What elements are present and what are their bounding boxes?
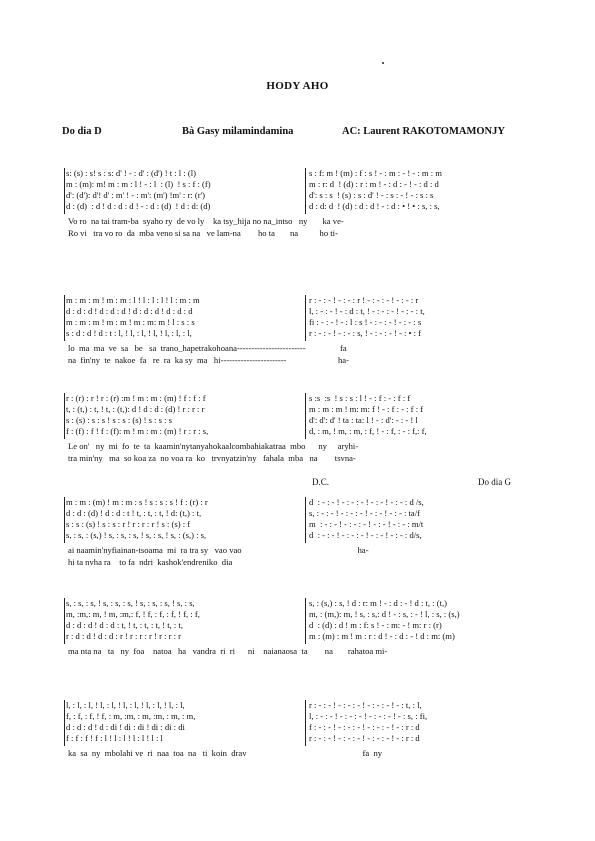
solfa-voice-line: s : f: m ! (m) : f : s ! - : m : - ! - : m : m xyxy=(309,168,442,178)
lyric-line: ma nta na ta ny foa natoa ha vandra ri ri ni naianaosa ta na rahatoa mi- xyxy=(68,646,388,656)
lyric-line: Vo ro na tai tram-ba syaho ry de vo ly ka tsy_hija no na_intso ny ka ve- xyxy=(68,216,344,226)
solfa-voice-line: r : - : - ! - : - : r ! - : - : - ! - : - : r xyxy=(309,295,419,305)
solfa-voice-line: r : - : - ! - : - : s, ! - : - : - ! - : • : f xyxy=(309,328,422,338)
solfa-voice-line: r : - : - ! - : - : - ! - : - : - ! - : t, : l, xyxy=(309,700,422,710)
system-barline xyxy=(305,497,306,543)
solfa-voice-line: d : (d) : d ! d : d : d ! - : d : (d) ! d : d: (d) xyxy=(66,201,211,211)
solfa-voice-line: m : - : - ! - : - : - ! - : - ! - : - : m/t xyxy=(309,519,424,529)
key-signature: Do dia D xyxy=(62,126,102,137)
right-voice-column xyxy=(309,295,534,339)
solfa-voice-line: d': (d'): d'! d' : m' ! - : m': (m') !m' : r: (r') xyxy=(66,190,205,200)
right-voice-column xyxy=(309,700,534,744)
solfa-voice-line: m : (m) : m ! m : r : d ! - : d : - ! d : m: (m) xyxy=(309,631,455,641)
solfa-voice-line: s, : s, : s, ! s, : s, : s, ! s, : s, : s, ! s, : s, xyxy=(66,598,195,608)
solfa-voice-line: s: (s) : s! s : s: d' ! - : d' : (d') ! t : l : (l) xyxy=(66,168,196,178)
left-voice-column xyxy=(66,393,302,437)
solfa-voice-line: s : s : (s) ! s : s : r ! r : r : r ! s : (s) : f xyxy=(66,519,191,529)
da-capo-mark: D.C. xyxy=(312,477,330,487)
solfa-voice-line: s : (s) : s : s ! s : s : (s) ! s : s : s xyxy=(66,415,172,425)
solfa-voice-line: d': s : s ! (s) : s : d' ! - : s : - ! - : s : s xyxy=(309,190,434,200)
solfa-voice-line: l, : - : - ! - : d : t, ! - : - : - ! - : - : t, xyxy=(309,306,425,316)
lyricist-credit: Bà Gasy milamindamina xyxy=(182,126,294,137)
solfa-voice-line: r : d : d ! d : d : r ! r : r : r ! r : r : r xyxy=(66,631,182,641)
system-barline xyxy=(305,393,306,439)
system-barline xyxy=(64,168,65,214)
solfa-voice-line: s : d : d ! d : t : l, ! l, : l, ! l, ! l, : l, : l, xyxy=(66,328,192,338)
system-barline xyxy=(64,700,65,746)
music-system xyxy=(64,168,534,248)
lyric-line: ka sa ny mbolahi ve ri naa toa na ti koin drav fa ny xyxy=(68,748,383,758)
solfa-voice-line: f : f : f ! f : l ! l : l ! l : l ! l : l xyxy=(66,733,163,743)
solfa-voice-line: m : (m): m! m : m : l ! - : l : (l) ! s : f : (f) xyxy=(66,179,211,189)
solfa-voice-line: s, : s, : (s,) ! s, : s, : s, ! s, : s, ! s, : (s,) : s, xyxy=(66,530,207,540)
solfa-voice-line: r : - : - ! - : - : - ! - : - : - ! - : r : d xyxy=(309,733,420,743)
solfa-voice-line: l, : - : - ! - : - : - ! - : - : - ! - : s, : fi, xyxy=(309,711,428,721)
system-barline xyxy=(64,497,65,543)
lyric-line: tra min'ny ma so koa za no voa ra ko trvnyatzin'ny fahala mba na tsvna- xyxy=(68,453,356,463)
solfa-voice-line: s, : - : - ! - : - : - ! - : - ! - : - : ta/f xyxy=(309,508,420,518)
solfa-voice-line: l, : l, : l, ! l, : l, ! l, : l, ! l, : l, ! l, : l, xyxy=(66,700,185,710)
solfa-voice-line: d : d : d ! d : d : t, ! t, : t, : t, ! t, : t, xyxy=(66,620,183,630)
composer-credit: AC: Laurent RAKOTOMAMONJY xyxy=(342,126,505,137)
solfa-voice-line: fi : - : - ! - : l : s ! - : - : - ! - : - : s xyxy=(309,317,422,327)
solfa-voice-line: d, : m, ! m, : m, : f, ! - : f, : - : f,: f, xyxy=(309,426,427,436)
system-barline xyxy=(305,295,306,341)
system-barline xyxy=(64,393,65,439)
solfa-voice-line: m, :m,: m, ! m, :m,: f, ! f, : f, : f, ! f, : f, xyxy=(66,609,200,619)
solfa-voice-line: s, : (s,) : s, ! d : r: m ! - : d : - ! d : t, : (t,) xyxy=(309,598,447,608)
lyric-line: lo ma ma ve sa be sa trano_hapetrakohoana------------------------ fa xyxy=(68,343,347,353)
right-voice-column xyxy=(309,393,534,437)
solfa-voice-line: d': d': d' ! ta : ta: l ! - : d': - : - ! l xyxy=(309,415,418,425)
lyric-line: hi ta nvha ra to fa ndri kashok'endreniko dia xyxy=(68,557,233,567)
music-system xyxy=(64,700,534,780)
music-system xyxy=(64,598,534,678)
lyric-line: ai naamin'nyfiainan-tsoama mi ra tra sy vao vao ha- xyxy=(68,545,369,555)
solfa-voice-line: m : m : m ! m: m: f ! - : f : - : f : f xyxy=(309,404,424,414)
left-voice-column xyxy=(66,700,302,744)
right-voice-column xyxy=(309,598,534,642)
system-barline xyxy=(305,700,306,746)
solfa-voice-line: d : (d) : d ! m : f: s ! - : m: - ! m: r : (r) xyxy=(309,620,442,630)
solfa-voice-line: d : d : d ! d : di ! di : di ! di : di : di xyxy=(66,722,185,732)
right-voice-column xyxy=(309,168,534,212)
music-system xyxy=(64,295,534,375)
system-barline xyxy=(64,598,65,644)
solfa-voice-line: m : m : m ! m : m : l ! l : l : l ! l : m : m xyxy=(66,295,200,305)
music-system xyxy=(64,497,534,577)
song-title: HODY AHO xyxy=(266,80,329,92)
solfa-voice-line: f : (f) : f ! f : (f): m ! m : m : (m) ! r : r : s, xyxy=(66,426,209,436)
solfa-voice-line: d : d: d ! (d) : d : d ! - : d : • ! • : s, : s, xyxy=(309,201,440,211)
left-voice-column xyxy=(66,497,302,541)
left-voice-column xyxy=(66,168,302,212)
left-voice-column xyxy=(66,295,302,339)
solfa-voice-line: m, : (m,): m, ! s, : s,: d ! - : s, : - ! l, : s, : (s,) xyxy=(309,609,460,619)
solfa-voice-line: d : - : - ! - : - : - ! - : - ! - : - : d/s, xyxy=(309,530,422,540)
solfa-voice-line: d : - : - ! - : - : - ! - : - ! - : - : d /s, xyxy=(309,497,424,507)
lyric-line: na fin'ny te nakoe fa re ra ka sy ma hi----------------------- ha- xyxy=(68,355,349,365)
solfa-voice-line: t, : (t,) : t, ! t, : (t,): d ! d : d : (d) ! r : r : r xyxy=(66,404,205,414)
system-barline xyxy=(305,598,306,644)
solfa-voice-line: s :s :s ! s : s : l ! - : f : - : f : f xyxy=(309,393,411,403)
solfa-voice-line: m : m : m ! m : m ! m : m: m ! l : s : s xyxy=(66,317,195,327)
music-system xyxy=(64,393,534,487)
stray-mark xyxy=(382,62,384,64)
system-barline xyxy=(305,168,306,214)
solfa-voice-line: r : (r) : r ! r : (r) :m ! m : m : (m) ! f : f : f xyxy=(66,393,206,403)
system-barline xyxy=(64,295,65,341)
key-change-mark: Do dia G xyxy=(478,477,511,487)
solfa-voice-line: f : - : - ! - : - : - ! - : - : - ! - : r : d xyxy=(309,722,420,732)
solfa-voice-line: m : m : (m) ! m : m : s ! s : s : s ! f : (r) : r xyxy=(66,497,208,507)
left-voice-column xyxy=(66,598,302,642)
lyric-line: Le on' ny mi fo te ta kaamin'nytanyahokaalcombahiakatraa mbo ny aryhi- xyxy=(68,441,359,451)
right-voice-column xyxy=(309,497,534,541)
solfa-voice-line: m : r: d ! (d) : r : m ! - : d : - ! - : d : d xyxy=(309,179,439,189)
solfa-voice-line: d : d : (d) ! d : d : t ! t, : t, : t, ! d: (t,) : t, xyxy=(66,508,202,518)
solfa-voice-line: d : d : d ! d : d : d ! d : d : d ! d : d : d xyxy=(66,306,193,316)
solfa-voice-line: f, : f, : f, ! f, : m, :m, : m, :m, : m, : m, xyxy=(66,711,196,721)
lyric-line: Ro vi tra vo ro da mba veno si sa na ve lam-na ho ta na ho ti- xyxy=(68,228,338,238)
